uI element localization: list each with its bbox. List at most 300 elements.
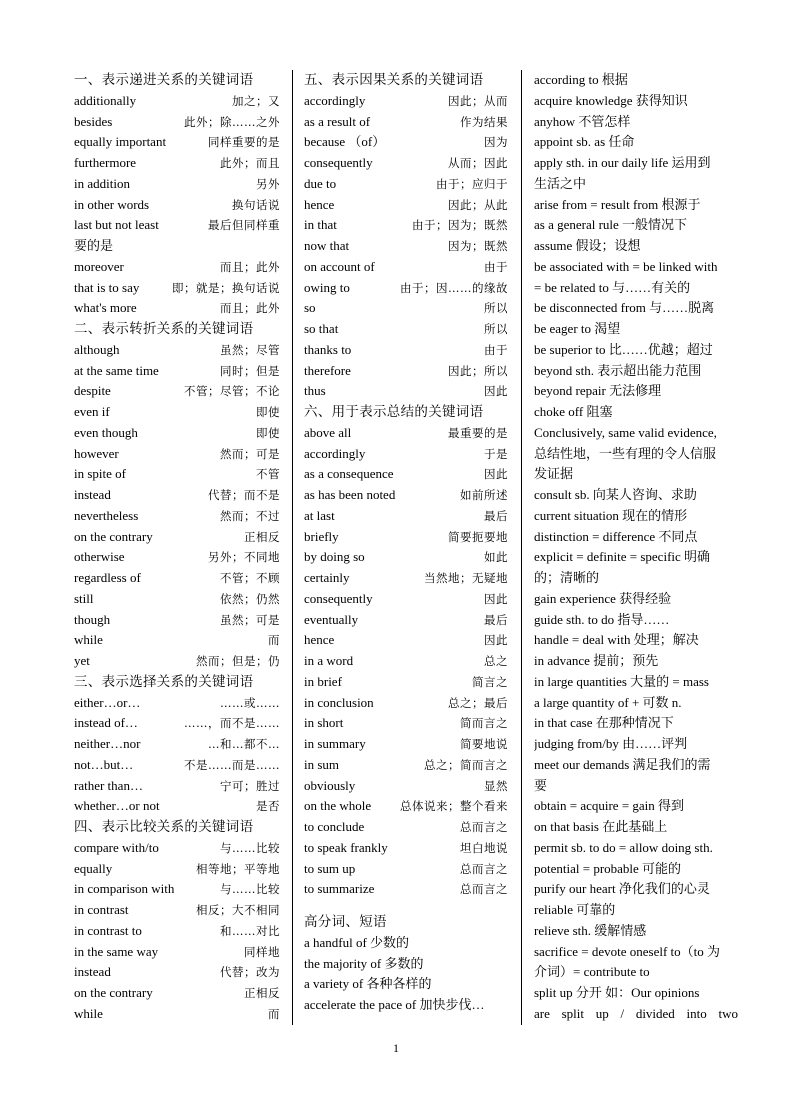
vocab-entry	[74, 568, 280, 589]
vocab-line: in that case 在那种情况下	[534, 715, 674, 731]
term-english: rather than…	[74, 777, 143, 793]
vocab-entry	[74, 153, 280, 174]
term-chinese: 然而；不过	[220, 508, 280, 523]
term-english: owing to	[304, 279, 350, 295]
term-chinese: 而	[268, 633, 280, 648]
term-english: though	[74, 611, 111, 627]
vocab-line: purify our heart 净化我们的心灵	[534, 881, 710, 897]
vocab-entry	[304, 464, 508, 485]
term-english: that is to say	[74, 279, 140, 295]
term-chinese: 作为结果	[460, 114, 508, 129]
term-english: in comparison with	[74, 881, 175, 897]
vocab-entry	[304, 796, 508, 817]
section-heading: 二、表示转折关系的关键词语	[74, 321, 254, 337]
vocab-entry	[304, 610, 508, 631]
vocab-entry	[304, 257, 508, 278]
term-chinese: 当然地；无疑地	[424, 571, 508, 585]
vocab-entry	[74, 485, 280, 506]
term-chinese: 总而言之	[460, 861, 508, 876]
term-english: in other words	[74, 196, 150, 212]
vocab-line: reliable 可靠的	[534, 902, 616, 917]
term-english: yet	[74, 653, 90, 668]
term-chinese: 即使	[256, 425, 280, 440]
term-english: due to	[304, 175, 337, 191]
vocab-entry	[74, 174, 280, 195]
vocab-entry	[304, 174, 508, 195]
vocab-entry	[74, 91, 280, 112]
vocab-entry	[304, 423, 508, 444]
section-heading: 三、表示选择关系的关键词语	[74, 673, 254, 690]
term-english: now that	[304, 238, 350, 253]
vocab-entry	[304, 713, 508, 734]
vocab-line: in advance 提前；预先	[534, 653, 659, 668]
term-english: as a result of	[304, 113, 371, 129]
vocab-entry	[304, 444, 508, 465]
vocab-entry	[304, 527, 508, 548]
vocab-line: appoint sb. as 任命	[534, 134, 635, 150]
term-english: however	[74, 445, 119, 461]
term-english: in brief	[304, 673, 342, 689]
section-heading: 高分词、短语	[304, 914, 387, 930]
vocab-line: 介词）= contribute to	[534, 964, 650, 980]
vocab-line: a large quantity of + 可数 n.	[534, 694, 682, 710]
term-english: equally	[74, 860, 113, 876]
term-chinese: 和……对比	[220, 923, 280, 938]
column-3	[534, 70, 738, 1030]
vocab-line: be associated with = be linked with	[534, 258, 718, 274]
vocab-entry	[74, 506, 280, 527]
term-english: equally important	[74, 134, 167, 150]
term-chinese: 然而；可是	[220, 446, 280, 461]
term-chinese: 相反；大不相同	[196, 903, 280, 917]
term-chinese: 总而言之	[460, 882, 508, 897]
vocab-entry	[304, 215, 508, 236]
term-chinese: 加之；又	[232, 93, 280, 108]
term-chinese: 虽然；可是	[220, 612, 280, 627]
term-english: therefore	[304, 362, 351, 378]
term-chinese: 虽然；尽管	[220, 342, 280, 357]
term-chinese: 同时；但是	[220, 363, 280, 378]
term-english: in a word	[304, 653, 354, 668]
term-chinese: 即；就是；换句话说	[172, 280, 280, 295]
vocab-line: explicit = definite = specific 明确	[534, 549, 711, 565]
vocab-entry	[74, 112, 280, 133]
term-english: compare with/to	[74, 839, 159, 855]
vocab-entry	[74, 402, 280, 423]
column-1	[74, 70, 280, 1030]
vocab-line: 要	[534, 777, 548, 793]
term-english: to conclude	[304, 819, 365, 834]
term-english: nevertheless	[74, 507, 139, 523]
vocab-entry	[74, 132, 280, 153]
vocab-line: on that basis 在此基础上	[534, 819, 668, 834]
term-chinese: 如此	[484, 550, 508, 565]
vocab-line: meet our demands 满足我们的需	[534, 756, 711, 772]
vocab-line: 发证据	[534, 466, 574, 482]
term-chinese: 此外；而且	[220, 156, 280, 170]
term-english: in the same way	[74, 943, 159, 959]
term-chinese: 同样重要的是	[208, 135, 280, 150]
vocab-entry	[74, 215, 280, 236]
vocab-line: assume 假设；设想	[534, 238, 641, 253]
vocab-line: handle = deal with 处理；解决	[534, 632, 699, 648]
vocab-entry	[74, 464, 280, 485]
term-chinese: 因此	[484, 633, 508, 648]
term-chinese: 与……比较	[220, 882, 280, 897]
term-chinese: 从而；因此	[448, 156, 508, 170]
term-chinese: 而且；此外	[220, 259, 280, 274]
term-english: consequently	[304, 155, 373, 170]
vocab-entry	[74, 962, 280, 983]
vocab-line: sacrifice = devote oneself to（to 为	[534, 943, 721, 959]
term-english: moreover	[74, 258, 124, 274]
column-divider	[521, 70, 522, 1025]
vocab-entry	[304, 195, 508, 216]
term-chinese: 因此	[484, 384, 508, 399]
vocab-entry	[74, 527, 280, 548]
term-chinese: 即使	[256, 405, 280, 419]
vocab-entry	[74, 257, 280, 278]
term-chinese: 总体说来；整个看来	[400, 799, 508, 814]
vocab-line: beyond sth. 表示超出能力范围	[534, 362, 702, 378]
vocab-line: obtain = acquire = gain 得到	[534, 798, 685, 814]
vocab-entry	[304, 361, 508, 382]
vocab-entry	[304, 112, 508, 133]
term-english: on account of	[304, 258, 375, 274]
term-english: even though	[74, 424, 138, 440]
vocab-entry	[74, 547, 280, 568]
vocab-line: Conclusively, same valid evidence,	[534, 424, 717, 440]
term-english: in sum	[304, 756, 340, 772]
term-chinese: 相等地；平等地	[196, 861, 280, 876]
vocab-line: according to 根据	[534, 72, 628, 87]
vocab-entry	[304, 340, 508, 361]
vocab-entry	[304, 91, 508, 112]
vocab-line: a handful of 少数的	[304, 934, 410, 950]
term-chinese: 然而；但是；仍	[196, 654, 280, 668]
term-chinese: 由于；应归于	[436, 176, 508, 191]
term-english: otherwise	[74, 549, 125, 565]
vocab-entry	[304, 547, 508, 568]
term-chinese: 同样地	[244, 944, 280, 959]
term-english: so	[304, 300, 316, 316]
vocab-line: the majority of 多数的	[304, 955, 424, 971]
term-chinese: 不管；不顾	[220, 571, 280, 585]
term-english: instead	[74, 964, 111, 980]
vocab-entry	[74, 776, 280, 797]
vocab-entry	[74, 879, 280, 900]
vocab-line: 要的是	[74, 238, 114, 253]
term-english: in that	[304, 217, 337, 233]
term-chinese: 总而言之	[460, 820, 508, 834]
term-chinese: 总之；简而言之	[424, 757, 508, 772]
term-chinese: 是否	[256, 799, 280, 814]
vocab-line: gain experience 获得经验	[534, 590, 672, 606]
term-english: not…but…	[74, 756, 134, 772]
term-english: neither…nor	[74, 736, 141, 751]
vocab-entry	[304, 236, 508, 257]
term-chinese: 因此	[484, 467, 508, 482]
vocab-line: be superior to 比……优越；超过	[534, 341, 713, 357]
vocab-entry	[74, 630, 280, 651]
vocab-entry	[74, 838, 280, 859]
vocab-line: a variety of 各种各样的	[304, 976, 432, 992]
vocab-entry	[74, 610, 280, 631]
vocab-entry	[304, 568, 508, 589]
term-english: in contrast	[74, 902, 129, 917]
vocab-entry	[74, 361, 280, 382]
vocab-entry	[74, 195, 280, 216]
vocab-entry	[304, 589, 508, 610]
term-english: hence	[304, 196, 335, 212]
vocab-entry	[304, 755, 508, 776]
term-english: what's more	[74, 300, 137, 316]
vocab-line: relieve sth. 缓解情感	[534, 922, 647, 938]
term-english: in short	[304, 715, 344, 731]
vocab-entry	[304, 381, 508, 402]
term-chinese: 代替；而不是	[208, 488, 280, 502]
vocab-entry	[304, 693, 508, 714]
term-chinese: 代替；改为	[220, 965, 280, 980]
term-chinese: 总之；最后	[448, 695, 508, 710]
term-chinese: 因此；从此	[448, 197, 508, 212]
vocab-entry	[74, 796, 280, 817]
vocab-entry	[74, 444, 280, 465]
term-chinese: 总之	[484, 654, 508, 668]
vocab-line: guide sth. to do 指导……	[534, 611, 670, 627]
term-english: on the contrary	[74, 985, 153, 1000]
term-english: instead of…	[74, 715, 138, 731]
term-english: in spite of	[74, 466, 126, 482]
vocab-line: be disconnected from 与……脱离	[534, 300, 715, 316]
term-english: at the same time	[74, 362, 159, 378]
vocab-line: 生活之中	[534, 175, 587, 191]
term-chinese: 简言之	[472, 674, 508, 689]
vocab-entry	[74, 1004, 280, 1025]
term-english: in summary	[304, 736, 366, 751]
vocab-entry	[74, 942, 280, 963]
vocab-line: 的；清晰的	[534, 570, 600, 585]
term-english: in contrast to	[74, 922, 142, 938]
term-english: to speak frankly	[304, 839, 388, 855]
term-chinese: 正相反	[244, 986, 280, 1000]
term-chinese: 由于	[484, 342, 508, 357]
vocab-entry	[74, 589, 280, 610]
vocab-entry	[304, 838, 508, 859]
vocab-entry	[74, 298, 280, 319]
vocab-entry	[74, 278, 280, 299]
term-chinese: 如前所述	[460, 488, 508, 502]
term-english: whether…or not	[74, 798, 160, 814]
term-chinese: 最后	[484, 508, 508, 523]
term-english: in addition	[74, 175, 130, 191]
vocab-line: acquire knowledge 获得知识	[534, 92, 688, 108]
term-english: thanks to	[304, 341, 352, 357]
term-english: to summarize	[304, 881, 375, 897]
term-english: instead	[74, 487, 111, 502]
term-english: accordingly	[304, 92, 366, 108]
vocab-line: 总结性地，一些有理的令人信服	[534, 445, 717, 461]
vocab-line: as a general rule 一般情况下	[534, 217, 688, 233]
vocab-entry	[304, 132, 508, 153]
term-english: regardless of	[74, 570, 141, 585]
page-number: 1	[393, 1041, 399, 1055]
vocab-line: potential = probable 可能的	[534, 860, 682, 876]
term-english: while	[74, 632, 103, 648]
term-english: although	[74, 341, 120, 357]
term-chinese: 于是	[484, 446, 508, 461]
term-english: while	[74, 1005, 103, 1021]
term-chinese: 换句话说	[232, 197, 280, 212]
term-chinese: 因此；从而	[448, 93, 508, 108]
vocab-line: judging from/by 由……评判	[534, 736, 688, 751]
term-chinese: 此外；除……之外	[184, 114, 280, 129]
term-chinese: ……，而不是……	[184, 716, 280, 731]
section-heading: 五、表示因果关系的关键词语	[304, 72, 484, 88]
vocab-line: apply sth. in our daily life 运用到	[534, 155, 711, 170]
vocab-line: consult sb. 向某人咨询、求助	[534, 487, 697, 502]
vocab-entry	[304, 734, 508, 755]
term-english: in conclusion	[304, 694, 374, 710]
vocab-line: are split up / divided into two	[534, 1005, 738, 1021]
vocab-line: be eager to 渴望	[534, 321, 621, 336]
term-chinese: 因此；所以	[448, 363, 508, 378]
term-english: on the whole	[304, 798, 372, 814]
term-chinese: 坦白地说	[460, 840, 508, 855]
term-english: on the contrary	[74, 528, 153, 544]
term-english: still	[74, 590, 94, 606]
term-english: hence	[304, 632, 335, 648]
vocab-line: split up 分开 如：Our opinions	[534, 985, 700, 1000]
term-english: thus	[304, 383, 326, 399]
vocab-entry	[74, 900, 280, 921]
vocab-entry	[74, 651, 280, 672]
term-english: furthermore	[74, 155, 137, 170]
term-chinese: 不管；尽管；不论	[184, 384, 280, 399]
term-english: obviously	[304, 777, 356, 793]
term-english: to sum up	[304, 860, 356, 876]
vocab-line: beyond repair 无法修理	[534, 383, 662, 399]
vocab-line: choke off 阻塞	[534, 404, 613, 419]
section-heading: 四、表示比较关系的关键词语	[74, 819, 254, 835]
vocab-entry	[74, 921, 280, 942]
vocab-line: in large quantities 大量的 = mass	[534, 673, 709, 689]
section-heading: 六、用于表示总结的关键词语	[304, 404, 484, 420]
vocab-entry	[74, 734, 280, 755]
term-chinese: 由于；因为；既然	[412, 218, 508, 233]
vocab-line: = be related to 与……有关的	[534, 279, 691, 295]
term-english: by doing so	[304, 549, 365, 565]
term-chinese: 最后但同样重	[208, 218, 280, 233]
vocab-line: arise from = result from 根源于	[534, 196, 701, 212]
term-chinese: 最重要的是	[448, 425, 508, 440]
vocab-line: permit sb. to do = allow doing sth.	[534, 839, 713, 855]
vocab-line: anyhow 不管怎样	[534, 113, 631, 129]
term-english: besides	[74, 113, 113, 129]
vocab-entry	[304, 485, 508, 506]
vocab-entry	[304, 278, 508, 299]
term-english: as has been noted	[304, 487, 396, 502]
term-english: briefly	[304, 528, 339, 544]
vocab-entry	[74, 423, 280, 444]
term-chinese: 另外	[256, 176, 280, 191]
term-english: consequently	[304, 590, 373, 606]
vocab-entry	[74, 983, 280, 1004]
term-chinese: 宁可；胜过	[220, 778, 280, 793]
term-english: last but not least	[74, 217, 159, 233]
vocab-entry	[304, 859, 508, 880]
vocab-entry	[74, 693, 280, 714]
section-heading: 一、表示递进关系的关键词语	[74, 72, 254, 88]
term-chinese: 所以	[484, 301, 508, 316]
term-chinese: 所以	[484, 322, 508, 336]
term-chinese: …和…都不…	[208, 737, 280, 751]
term-chinese: 简要扼要地	[448, 529, 508, 544]
term-english: above all	[304, 424, 352, 440]
vocab-entry	[304, 651, 508, 672]
vocab-entry	[74, 381, 280, 402]
vocab-entry	[304, 776, 508, 797]
vocab-line: current situation 现在的情形	[534, 507, 688, 523]
term-chinese: 因为	[484, 135, 508, 150]
term-chinese: 而且；此外	[220, 301, 280, 316]
vocab-entry	[304, 298, 508, 319]
vocab-entry	[304, 672, 508, 693]
vocab-entry	[304, 879, 508, 900]
term-chinese: 简而言之	[460, 716, 508, 731]
term-chinese: 由于	[484, 259, 508, 274]
vocab-entry	[74, 859, 280, 880]
term-chinese: 因此	[484, 591, 508, 606]
term-chinese: 最后	[484, 612, 508, 627]
term-chinese: 与……比较	[220, 840, 280, 855]
vocab-entry	[304, 630, 508, 651]
term-chinese: 不是……而是……	[184, 757, 280, 772]
term-chinese: 而	[268, 1006, 280, 1021]
term-english: certainly	[304, 570, 350, 585]
vocab-entry	[74, 713, 280, 734]
vocab-entry	[304, 319, 508, 340]
term-english: either…or…	[74, 694, 141, 710]
vocab-entry	[74, 340, 280, 361]
term-chinese: 依然；仍然	[220, 591, 280, 606]
term-chinese: 因为；既然	[448, 239, 508, 253]
term-english: additionally	[74, 92, 137, 108]
column-2	[304, 70, 508, 1030]
vocab-entry	[304, 506, 508, 527]
vocab-entry	[74, 755, 280, 776]
vocab-line: accelerate the pace of 加快步伐…	[304, 997, 485, 1012]
term-english: even if	[74, 404, 110, 419]
column-divider	[292, 70, 293, 1025]
term-english: eventually	[304, 611, 359, 627]
term-english: as a consequence	[304, 466, 394, 482]
vocab-entry	[304, 153, 508, 174]
term-chinese: 正相反	[244, 529, 280, 544]
term-chinese: 由于；因……的缘故	[400, 280, 508, 295]
term-chinese: ……或……	[220, 695, 280, 710]
term-chinese: 简要地说	[460, 737, 508, 751]
term-english: accordingly	[304, 445, 366, 461]
term-chinese: 另外；不同地	[208, 550, 280, 565]
term-chinese: 不管	[256, 467, 280, 482]
term-english: because （of）	[304, 134, 386, 150]
term-english: despite	[74, 383, 111, 399]
term-chinese: 显然	[484, 778, 508, 793]
term-english: so that	[304, 321, 339, 336]
vocab-line: distinction = difference 不同点	[534, 528, 698, 544]
term-english: at last	[304, 507, 335, 523]
